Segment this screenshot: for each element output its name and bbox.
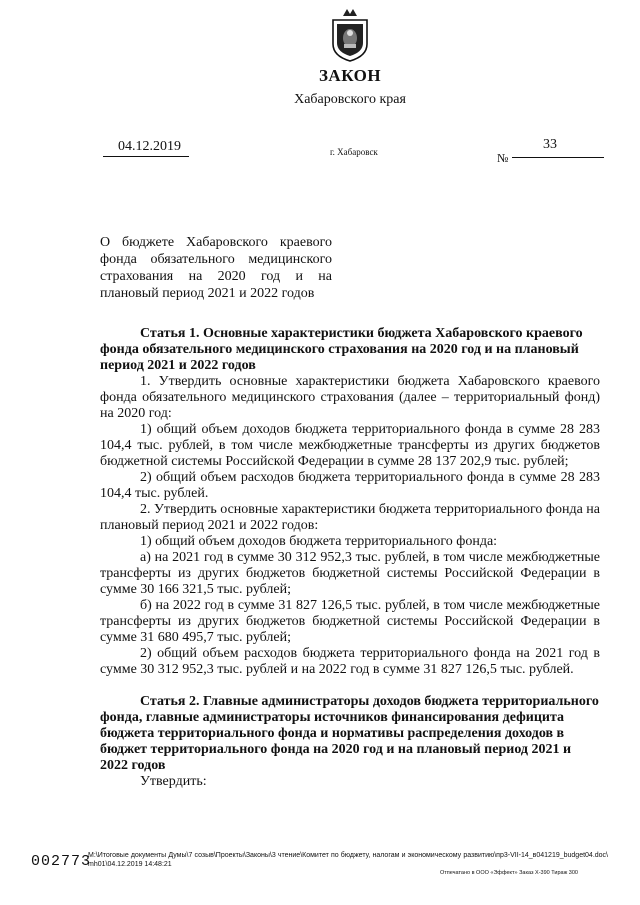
law-body [100, 326, 600, 790]
article-1-heading: Статья 1. Основные характеристики бюджета Хабаровского краевого фонда обязательного медицинского страхования на 2020 год и на плановый период 2021 и 2022 годов [100, 326, 583, 373]
article-1-paragraph: 2) общий объем расходов бюджета территориального фонда в сумме 28 283 104,4 тыс. рублей. [100, 470, 600, 501]
city-label: г. Хабаровск [330, 147, 378, 157]
document-subtitle: Хабаровского края [294, 92, 406, 107]
article-2-heading: Статья 2. Главные администраторы доходов бюджета территориального фонда, главные администраторы источников финансирования дефицита бюджета территориального фонда и нормативы распределения доходов в бюджет территориального фонда на 2020 год и на плановый период 2021 и 2022 годов [100, 694, 599, 773]
number-sign: № [497, 151, 509, 165]
article-1-paragraph: 2. Утвердить основные характеристики бюджета территориального фонда на плановый период 2021 и 2022 годов: [100, 502, 600, 533]
document-title: ЗАКОН [318, 66, 382, 85]
date-underline [103, 156, 189, 157]
law-date: 04.12.2019 [118, 139, 181, 154]
article-1-paragraph: 1. Утвердить основные характеристики бюджета Хабаровского краевого фонда обязательного медицинского страхования (далее – территориальный фонд) на 2020 год: [100, 374, 600, 421]
law-subject: О бюджете Хабаровского краевого фонда обязательного медицинского страхования на 2020 год и на плановый период 2021 и 2022 годов [100, 235, 332, 301]
article-2-paragraph: Утвердить: [140, 774, 207, 789]
number-underline [512, 157, 604, 158]
file-path-footer: М:\Итоговые документы Думы\7 созыв\Проекты\Законы\3 чтение\Комитет по бюджету, налогам и экономическому развитию\пр3-VII-14_в041219_budget04.doc\ mh01\04.12.2019 14:48:21 [88, 852, 608, 868]
article-1-paragraph: 2) общий объем расходов бюджета территориального фонда на 2021 год в сумме 30 312 952,3 тыс. рублей и на 2022 год в сумме 31 827 126,5 тыс. рублей. [100, 646, 600, 677]
printer-note: Отпечатано в ООО «Эффект» Заказ Х-390 Тираж 300 [440, 870, 578, 876]
article-1-paragraph: 1) общий объем доходов бюджета территориального фонда: [140, 534, 498, 549]
article-1-paragraph: б) на 2022 год в сумме 31 827 126,5 тыс. рублей, в том числе межбюджетные трансферты из других бюджетов бюджетной системы Российской Федерации в сумме 31 680 495,7 тыс. рублей; [100, 598, 600, 645]
article-1-paragraph: 1) общий объем доходов бюджета территориального фонда в сумме 28 283 104,4 тыс. рублей, в том числе межбюджетные трансферты из других бюджетов бюджетной системы Российской Федерации в сумме 28 137 202,9 тыс. рублей; [100, 422, 600, 469]
document-registry-number: 002773 [31, 853, 92, 870]
coat-of-arms-icon [329, 6, 371, 62]
law-number: 33 [543, 137, 557, 152]
article-1-paragraph: а) на 2021 год в сумме 30 312 952,3 тыс. рублей, в том числе межбюджетные трансферты из других бюджетов бюджетной системы Российской Федерации в сумме 30 166 321,5 тыс. рублей; [100, 550, 600, 597]
